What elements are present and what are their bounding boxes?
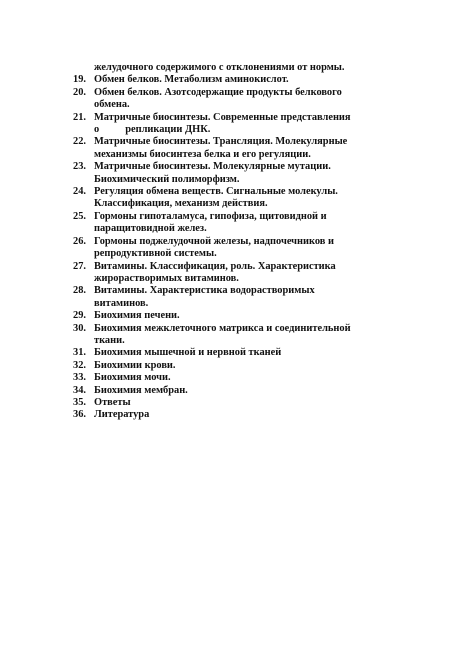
- toc-item-line: Классификация, механизм действия.: [94, 198, 268, 210]
- toc-item-text: [94, 285, 373, 310]
- toc-item-number: 24.: [73, 186, 86, 198]
- toc-item-25: [73, 211, 373, 236]
- toc-item-number: 35.: [73, 396, 86, 408]
- toc-item-number: 32.: [73, 359, 86, 371]
- toc-item-line: Биохимия мочи.: [94, 372, 171, 384]
- toc-item-line: Витамины. Характеристика водорастворимых: [94, 285, 315, 297]
- toc-item-line: репродуктивной системы.: [94, 248, 217, 260]
- toc-item-text: [94, 310, 373, 322]
- toc-item-line-part: о: [94, 124, 100, 136]
- toc-item-number: 28.: [73, 285, 86, 297]
- toc-item-number: 29.: [73, 310, 86, 322]
- toc-item-number: 34.: [73, 384, 86, 396]
- toc-item-line: Биохимия мембран.: [94, 384, 188, 396]
- toc-continuation-line: желудочного содержимого с отклонениями от нормы.: [94, 62, 345, 73]
- toc-item-number: 22.: [73, 136, 86, 148]
- toc-item-line: Матричные биосинтезы. Современные представления: [94, 111, 351, 123]
- toc-item-line: витаминов.: [94, 297, 149, 309]
- toc-item-number: 31.: [73, 347, 86, 359]
- toc-item-number: 27.: [73, 260, 86, 272]
- toc-item-text: [94, 112, 373, 137]
- toc-item-number: 25.: [73, 210, 86, 222]
- toc-item-35: [73, 397, 373, 409]
- toc-item-text: [94, 236, 373, 261]
- toc-item-line-part: репликации ДНК.: [125, 124, 211, 136]
- toc-item-29: [73, 310, 373, 322]
- toc-item-number: 19.: [73, 74, 86, 86]
- toc-item-line: Биохимия печени.: [94, 310, 180, 322]
- toc-item-text: [94, 186, 373, 211]
- toc-item-line: Обмен белков. Метаболизм аминокислот.: [94, 74, 289, 86]
- toc-item-31: [73, 347, 373, 359]
- toc-item-line: Регуляция обмена веществ. Сигнальные молекулы.: [94, 186, 338, 198]
- toc-item-line: паращитовидной желез.: [94, 223, 207, 235]
- toc-item-21: [73, 112, 373, 137]
- toc-item-line: Витамины. Классификация, роль. Характеристика: [94, 260, 336, 272]
- toc-item-text: [94, 409, 373, 421]
- toc-item-line: ткани.: [94, 334, 125, 346]
- toc-item-line-split: [94, 124, 373, 136]
- toc-item-text: [94, 385, 373, 397]
- toc-item-20: [73, 87, 373, 112]
- toc-item-line: Биохимия мышечной и нервной тканей: [94, 347, 282, 359]
- toc-item-number: 30.: [73, 322, 86, 334]
- toc-item-text: [94, 360, 373, 372]
- toc-item-line: Гормоны гипоталамуса, гипофиза, щитовидной и: [94, 210, 327, 222]
- toc-item-line: Обмен белков. Азотсодержащие продукты белкового: [94, 86, 342, 98]
- toc-item-text: [94, 261, 373, 286]
- toc-item-line: Ответы: [94, 396, 131, 408]
- toc-item-22: [73, 136, 373, 161]
- toc-item-text: [94, 372, 373, 384]
- toc-item-27: [73, 261, 373, 286]
- toc-item-32: [73, 360, 373, 372]
- toc-item-line: Матричные биосинтезы. Трансляция. Молекулярные: [94, 136, 348, 148]
- toc-item-26: [73, 236, 373, 261]
- toc-item-number: 21.: [73, 111, 86, 123]
- toc-item-23: [73, 161, 373, 186]
- toc-item-36: [73, 409, 373, 421]
- toc-item-text: [94, 136, 373, 161]
- toc-item-30: [73, 323, 373, 348]
- toc-item-text: [94, 161, 373, 186]
- toc-item-19: [73, 74, 373, 86]
- toc-item-number: 33.: [73, 372, 86, 384]
- toc-item-line: механизмы биосинтеза белка и его регуляции.: [94, 148, 311, 160]
- toc-item-33: [73, 372, 373, 384]
- toc-item-24: [73, 186, 373, 211]
- toc-item-line: Биохимия межклеточного матрикса и соединительной: [94, 322, 351, 334]
- toc-item-number: 26.: [73, 235, 86, 247]
- toc-item-number: 23.: [73, 161, 86, 173]
- toc-item-number: 20.: [73, 86, 86, 98]
- toc-item-text: [94, 74, 373, 86]
- toc-item-line: Литература: [94, 409, 150, 421]
- toc-item-line: обмена.: [94, 99, 130, 111]
- toc-item-text: [94, 211, 373, 236]
- toc-item-line: Матричные биосинтезы. Молекулярные мутации.: [94, 161, 331, 173]
- toc-item-28: [73, 285, 373, 310]
- toc-item-text: [94, 323, 373, 348]
- toc-item-line: жирорастворимых витаминов.: [94, 272, 239, 284]
- toc-item-line: Биохимический полиморфизм.: [94, 173, 240, 185]
- toc-item-text: [94, 397, 373, 409]
- toc-item-number: 36.: [73, 409, 86, 421]
- toc-item-line: Гормоны поджелудочной железы, надпочечников и: [94, 235, 334, 247]
- toc-item-text: [94, 347, 373, 359]
- toc-item-34: [73, 385, 373, 397]
- toc-item-line: Биохимии крови.: [94, 359, 176, 371]
- table-of-contents: [73, 62, 373, 422]
- toc-item-text: [94, 87, 373, 112]
